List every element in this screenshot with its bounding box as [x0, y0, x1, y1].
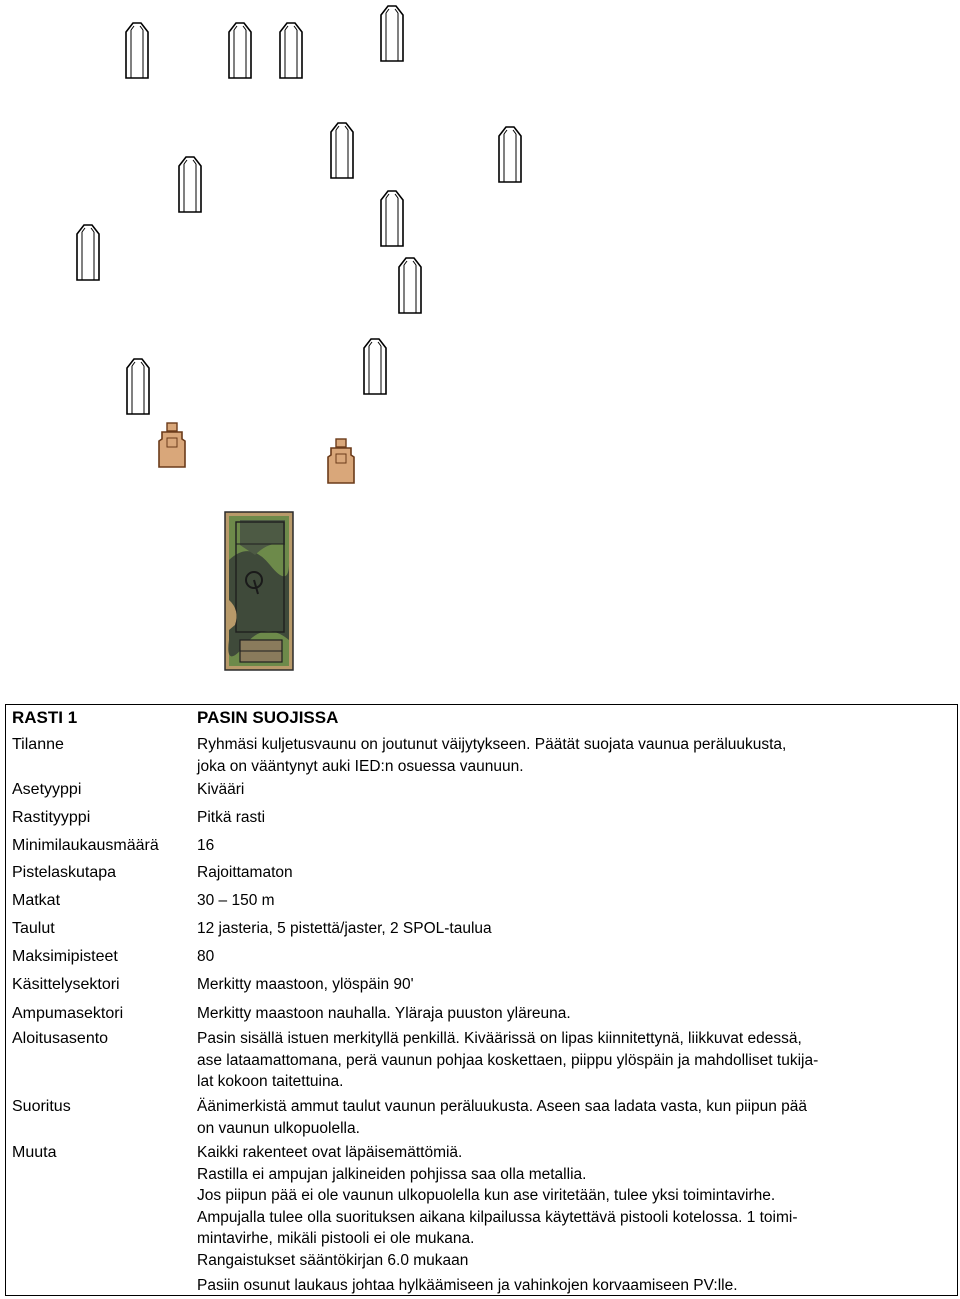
- vehicle-icon: [225, 512, 293, 670]
- row-value-line: mintavirhe, mikäli pistooli ei ole mukana.: [197, 1230, 475, 1247]
- row-value-line: Kivääri: [197, 781, 245, 798]
- row-label: Suoritus: [12, 1098, 71, 1115]
- row-label: Maksimipisteet: [12, 948, 118, 965]
- row-label: Asetyyppi: [12, 781, 82, 798]
- jaster-target-icon: [126, 23, 148, 78]
- jaster-target-icon: [364, 339, 386, 394]
- jaster-target-icon: [331, 123, 353, 178]
- jaster-target-icon: [280, 23, 302, 78]
- row-value-line: 30 – 150 m: [197, 892, 275, 909]
- row-label: Ampumasektori: [12, 1005, 124, 1022]
- row-label: Rastityyppi: [12, 809, 91, 826]
- row-value-line: Rangaistukset sääntökirjan 6.0 mukaan: [197, 1251, 469, 1269]
- jaster-target-icon: [381, 191, 403, 246]
- jaster-target-icon: [179, 157, 201, 212]
- row-value-line: Pasin sisällä istuen merkityllä penkillä. Kiväärissä on lipas kiinnitettynä, liikkuvat edessä,: [197, 1030, 802, 1047]
- row-value-line: Rajoittamaton: [197, 864, 293, 881]
- row-label: Aloitusasento: [12, 1030, 109, 1047]
- row-value-line: Merkitty maastoon, ylöspäin 90': [197, 976, 414, 993]
- row-label: Minimilaukausmäärä: [12, 837, 159, 854]
- row-label: Taulut: [12, 920, 55, 937]
- jaster-target-icon: [229, 23, 251, 78]
- row-value-line: Jos piipun pää ei ole vaunun ulkopuolella kun ase viritetään, tulee yksi toimintavirhe.: [197, 1187, 776, 1204]
- jaster-target-icon: [127, 359, 149, 414]
- row-label: Muuta: [12, 1144, 57, 1161]
- row-value-line: on vaunun ulkopuolella.: [197, 1119, 360, 1137]
- spol-target-icon: [328, 439, 354, 483]
- row-value-line: 80: [197, 948, 215, 965]
- spol-target-icon: [159, 423, 185, 467]
- row-value-line: 16: [197, 837, 215, 854]
- jaster-target-icon: [77, 225, 99, 280]
- stage-name: PASIN SUOJISSA: [197, 708, 339, 727]
- row-value-line: 12 jasteria, 5 pistettä/jaster, 2 SPOL-taulua: [197, 920, 492, 937]
- row-label: Pistelaskutapa: [12, 864, 117, 881]
- row-value-line: lat kokoon taitettuina.: [197, 1073, 344, 1090]
- row-value-line: Pitkä rasti: [197, 809, 266, 826]
- row-value-line: Rastilla ei ampujan jalkineiden pohjissa saa olla metallia.: [197, 1165, 587, 1183]
- row-label: Tilanne: [12, 736, 64, 753]
- stage-number: RASTI 1: [12, 708, 78, 727]
- row-value-line: Kaikki rakenteet ovat läpäisemättömiä.: [197, 1144, 463, 1161]
- stage-info-table: [5, 704, 958, 1296]
- row-value-line: Merkitty maastoon nauhalla. Yläraja puuston yläreuna.: [197, 1005, 571, 1022]
- row-label: Käsittelysektori: [12, 976, 120, 993]
- row-value-line: joka on vääntynyt auki IED:n osuessa vaunuun.: [197, 757, 524, 775]
- row-value-line: Äänimerkistä ammut taulut vaunun peräluukusta. Aseen saa ladata vasta, kun piipun pää: [197, 1098, 808, 1115]
- row-value-line: ase lataamattomana, perä vaunun pohjaa koskettaen, piippu ylöspäin ja mahdolliset tukija-: [197, 1051, 819, 1069]
- jaster-target-icon: [499, 127, 521, 182]
- row-value-line: Pasiin osunut laukaus johtaa hylkäämiseen ja vahinkojen korvaamiseen PV:lle.: [197, 1277, 738, 1294]
- row-value-line: Ampujalla tulee olla suorituksen aikana kilpailussa käytettävä pistooli kotelossa. 1 toimi-: [197, 1208, 798, 1226]
- jaster-target-icon: [399, 258, 421, 313]
- jaster-target-icon: [381, 6, 403, 61]
- row-label: Matkat: [12, 892, 61, 909]
- row-value-line: Ryhmäsi kuljetusvaunu on joutunut väijytykseen. Päätät suojata vaunua peräluukusta,: [197, 736, 787, 753]
